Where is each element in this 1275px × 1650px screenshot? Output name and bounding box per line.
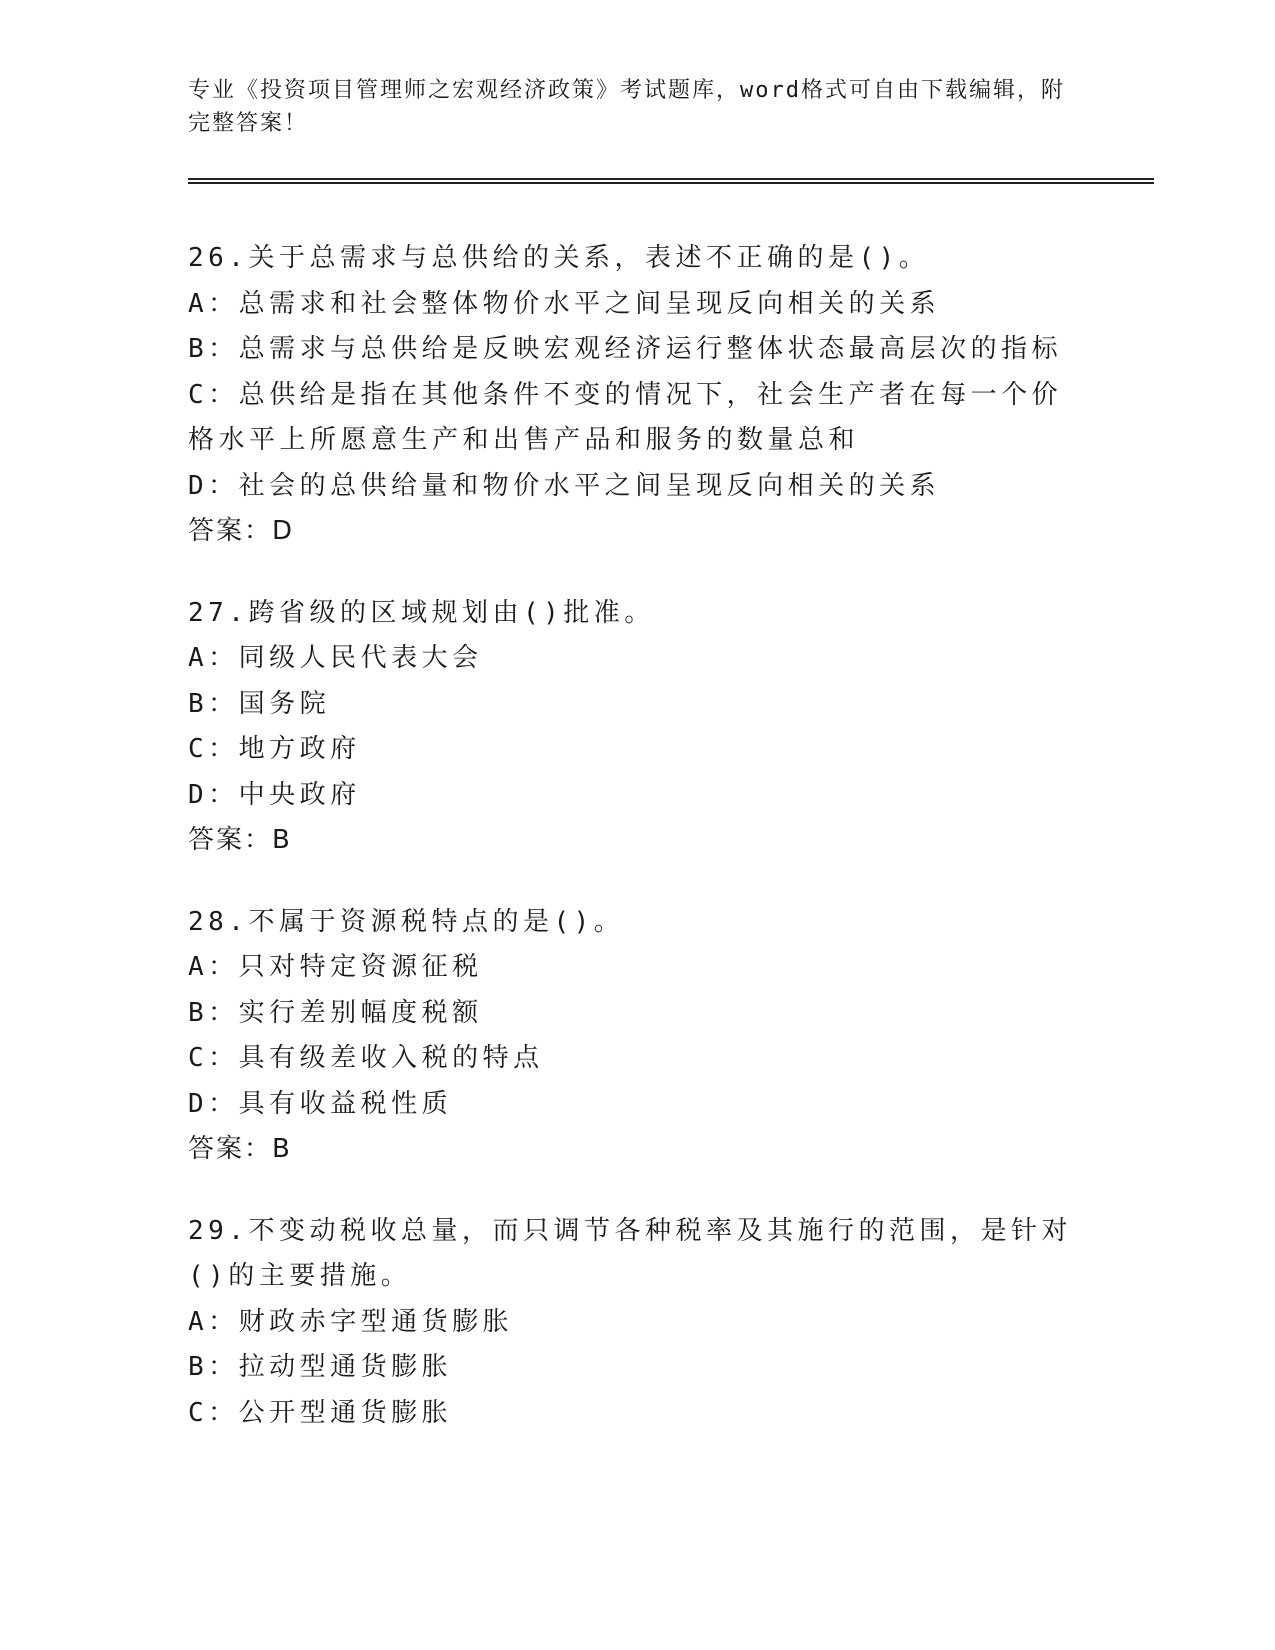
- question-stem: 27.跨省级的区域规划由()批准。: [188, 597, 655, 628]
- option-d: D：社会的总供给量和物价水平之间呈现反向相关的关系: [188, 470, 941, 501]
- option-c: C：总供给是指在其他条件不变的情况下，社会生产者在每一个价格水平上所愿意生产和出售产品和服务的数量总和: [188, 379, 1063, 455]
- document-header: 专业《投资项目管理师之宏观经济政策》考试题库，word格式可自由下载编辑，附完整答案！: [188, 78, 1065, 136]
- option-b: B：国务院: [188, 688, 331, 719]
- question-stem: 26.关于总需求与总供给的关系，表述不正确的是()。: [188, 243, 930, 273]
- option-c: C：公开型通货膨胀: [188, 1397, 453, 1428]
- option-d: D：中央政府: [188, 779, 361, 810]
- header-divider: [188, 178, 1154, 184]
- question-stem: 28.不属于资源税特点的是()。: [188, 906, 625, 937]
- question-29: [188, 1209, 1088, 1437]
- question-28: [188, 900, 1088, 1173]
- option-c: C：具有级差收入税的特点: [188, 1043, 544, 1073]
- option-b: B：拉动型通货膨胀: [188, 1352, 453, 1382]
- answer: 答案：B: [188, 1134, 292, 1164]
- option-b: B：实行差别幅度税额: [188, 997, 483, 1028]
- option-c: C：地方政府: [188, 734, 361, 764]
- question-stem: 29.不变动税收总量，而只调节各种税率及其施行的范围，是针对()的主要措施。: [188, 1215, 1072, 1291]
- question-list: [188, 236, 1088, 1472]
- option-a: A：只对特定资源征税: [188, 952, 483, 982]
- question-26: [188, 236, 1088, 555]
- option-b: B：总需求与总供给是反映宏观经济运行整体状态最高层次的指标: [188, 334, 1063, 364]
- option-a: A：同级人民代表大会: [188, 643, 483, 673]
- option-d: D：具有收益税性质: [188, 1088, 453, 1119]
- answer: 答案：B: [188, 825, 292, 855]
- option-a: A：财政赤字型通货膨胀: [188, 1306, 514, 1337]
- option-a: A：总需求和社会整体物价水平之间呈现反向相关的关系: [188, 288, 941, 319]
- answer: 答案：D: [188, 516, 295, 546]
- question-27: [188, 591, 1088, 864]
